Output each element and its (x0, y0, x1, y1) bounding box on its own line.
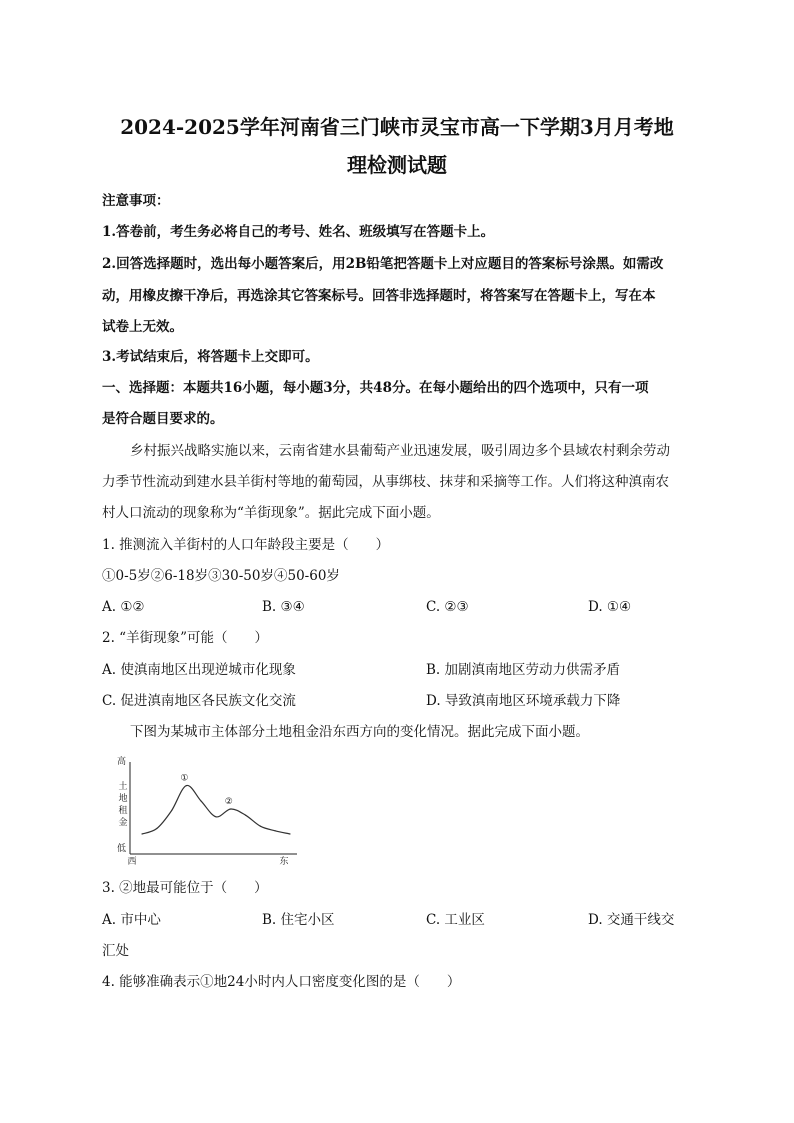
curve-point-10 (275, 830, 276, 831)
curve-point-1 (141, 833, 142, 834)
notice-item-2-line-1: 2.回答选择题时，选出每小题答案后，用2B铅笔把答题卡上对应题目的答案标号涂黑。如需改 (102, 256, 664, 272)
question-3-option-d-continued: 汇处 (102, 943, 129, 959)
question-4-stem: 4. 能够准确表示①地24小时内人口密度变化图的是（ ） (102, 974, 461, 990)
question-2-option-d: D. 导致滇南地区环境承载力下降 (426, 693, 621, 709)
curve-point-8 (245, 815, 246, 816)
x-axis-west-label: 西 (127, 857, 137, 867)
passage-1-line-1: 乡村振兴战略实施以来，云南省建水县葡萄产业迅速发展，吸引周边多个县域农村剩余劳动 (130, 443, 670, 459)
section-1-heading-line-2: 是符合题目要求的。 (102, 411, 224, 427)
curve-point-9 (260, 826, 261, 827)
document-title-line-1: 2024-2025学年河南省三门峡市灵宝市高一下学期3月月考地 (120, 115, 674, 139)
passage-1-line-3: 村人口流动的现象称为“羊街现象”。据此完成下面小题。 (102, 505, 440, 521)
question-2-option-a: A. 使滇南地区出现逆城市化现象 (102, 662, 296, 678)
notice-heading: 注意事项： (102, 193, 170, 209)
y-axis-label-char-2: 地 (118, 794, 128, 804)
point-1-label: ① (180, 773, 189, 784)
passage-2: 下图为某城市主体部分土地租金沿东西方向的变化情况。据此完成下面小题。 (130, 724, 589, 740)
question-3-option-b: B. 住宅小区 (262, 912, 335, 928)
question-1-option-c: C. ②③ (426, 599, 469, 615)
question-2-stem: 2. “羊街现象”可能（ ） (102, 630, 268, 646)
notice-item-1: 1.答卷前，考生务必将自己的考号、姓名、班级填写在答题卡上。 (102, 224, 495, 240)
question-1-option-b: B. ③④ (262, 599, 305, 615)
document-title-line-2: 理检测试题 (347, 153, 447, 177)
question-3-stem: 3. ②地最可能位于（ ） (102, 880, 268, 896)
y-axis-label-char-3: 租 (118, 806, 128, 816)
x-axis-east-label: 东 (279, 857, 289, 867)
curve-point-2 (156, 828, 157, 829)
land-rent-curve (142, 785, 290, 834)
y-axis-label-char-1: 土 (118, 782, 128, 792)
question-3-option-c: C. 工业区 (426, 912, 485, 928)
land-rent-chart (112, 756, 312, 868)
question-1-items: ①0-5岁②6-18岁③30-50岁④50-60岁 (102, 568, 340, 584)
curve-point-4 (186, 785, 187, 786)
y-axis-label-char-4: 金 (118, 818, 128, 828)
point-2-label: ② (224, 797, 233, 807)
curve-point-6 (215, 816, 216, 817)
y-axis-high-label: 高 (116, 757, 126, 767)
question-3-option-d: D. 交通干线交 (588, 912, 675, 928)
curve-point-3 (171, 810, 172, 811)
curve-point-7 (230, 808, 231, 809)
notice-item-2-line-2: 动，用橡皮擦干净后，再选涂其它答案标号。回答非选择题时，将答案写在答题卡上，写在本 (102, 288, 656, 304)
curve-point-11 (289, 833, 290, 834)
section-1-heading-line-1: 一、选择题：本题共16小题，每小题3分，共48分。在每小题给出的四个选项中，只有一项 (102, 380, 649, 396)
question-2-option-b: B. 加剧滇南地区劳动力供需矛盾 (426, 662, 621, 678)
question-3-option-a: A. 市中心 (102, 912, 161, 928)
curve-point-5 (201, 801, 202, 802)
notice-item-3: 3.考试结束后，将答题卡上交即可。 (102, 349, 319, 365)
question-1-option-a: A. ①② (102, 599, 145, 615)
question-1-option-d: D. ①④ (588, 599, 632, 615)
y-axis-low-label: 低 (116, 844, 126, 854)
passage-1-line-2: 力季节性流动到建水县羊街村等地的葡萄园，从事绑枝、抹芽和采摘等工作。人们将这种滇南农 (102, 474, 669, 490)
notice-item-2-line-3: 试卷上无效。 (102, 319, 183, 335)
question-1-stem: 1. 推测流入羊街村的人口年龄段主要是（ ） (102, 537, 390, 553)
question-2-option-c: C. 促进滇南地区各民族文化交流 (102, 693, 296, 709)
